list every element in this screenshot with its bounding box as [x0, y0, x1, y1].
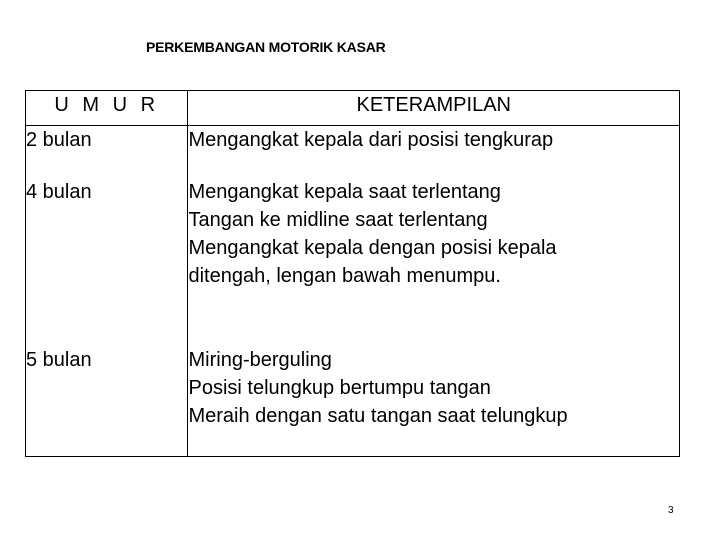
skill-item: Mengangkat kepala dari posisi tengkurap: [188, 129, 554, 151]
skill-item: Tangan ke midline saat terlentang: [188, 209, 488, 231]
table-row: [26, 346, 680, 457]
page-title: PERKEMBANGAN MOTORIK KASAR: [146, 39, 386, 55]
skill-cell: [188, 346, 680, 457]
header-skill: KETERAMPILAN: [188, 91, 680, 126]
skill-item: Meraih dengan satu tangan saat telungkup: [188, 405, 568, 427]
skill-cell: [188, 126, 680, 179]
skill-item: ditengah, lengan bawah menumpu.: [188, 265, 501, 287]
skill-cell: [188, 178, 680, 346]
table-header-row: [26, 91, 680, 126]
skill-item: Mengangkat kepala saat terlentang: [188, 181, 501, 203]
age-cell: 2 bulan: [26, 126, 188, 179]
skill-item: Posisi telungkup bertumpu tangan: [188, 377, 491, 399]
table-row: [26, 126, 680, 179]
age-cell: 4 bulan: [26, 178, 188, 346]
header-age: U M U R: [26, 91, 188, 126]
age-cell: 5 bulan: [26, 346, 188, 457]
table-row: [26, 178, 680, 346]
motor-skills-table: [25, 90, 680, 457]
skill-item: Mengangkat kepala dengan posisi kepala: [188, 237, 557, 259]
page-number: 3: [668, 505, 674, 516]
skill-item: Miring-berguling: [188, 349, 332, 371]
